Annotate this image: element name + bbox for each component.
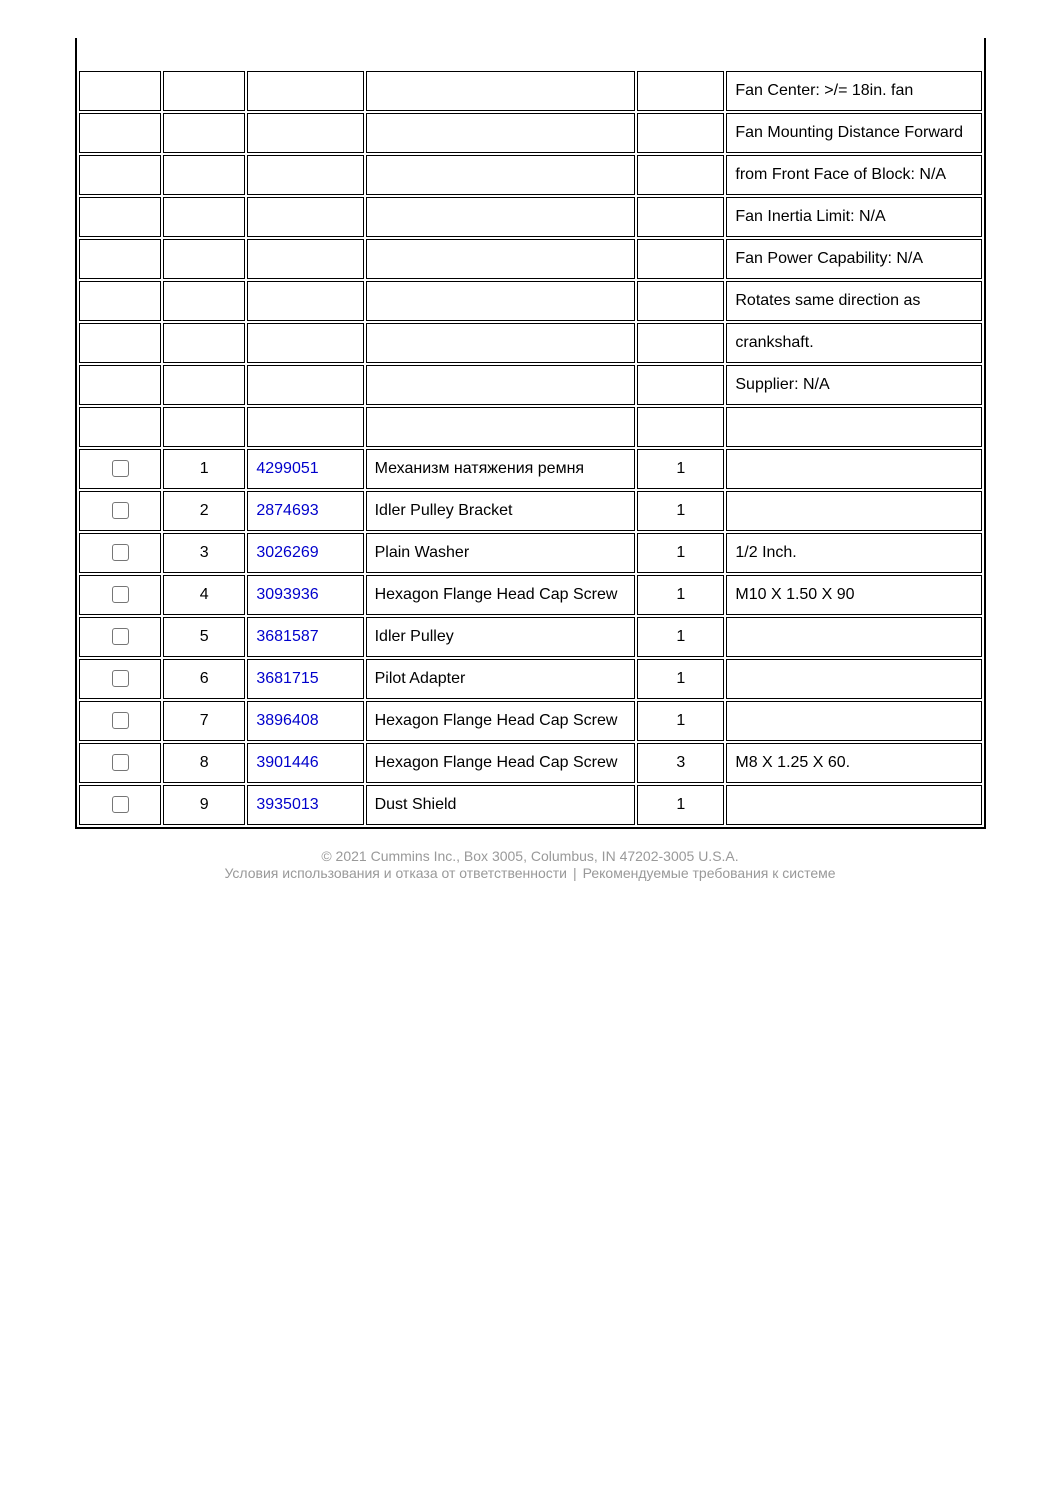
part-number-link[interactable]: 3093936 [256, 586, 319, 603]
note-continuation-row [79, 281, 982, 321]
description-cell [366, 155, 636, 195]
part-number-cell [247, 743, 363, 783]
part-number-link[interactable]: 3681587 [256, 628, 319, 645]
select-cell [79, 743, 161, 783]
quantity-cell: 1 [637, 617, 724, 657]
notes-cell [726, 449, 982, 489]
part-number-cell [247, 155, 363, 195]
table-row [79, 533, 982, 573]
description-cell: Dust Shield [366, 785, 636, 825]
description-cell [366, 407, 636, 447]
quantity-cell [637, 281, 724, 321]
description-cell: Hexagon Flange Head Cap Screw [366, 575, 636, 615]
quantity-cell [637, 407, 724, 447]
part-number-link[interactable]: 3681715 [256, 670, 319, 687]
part-number-cell [247, 659, 363, 699]
select-cell [79, 449, 161, 489]
select-cell [79, 533, 161, 573]
note-continuation-row [79, 197, 982, 237]
notes-cell [726, 659, 982, 699]
quantity-cell: 1 [637, 575, 724, 615]
quantity-cell: 1 [637, 533, 724, 573]
part-number-link[interactable]: 4299051 [256, 460, 319, 477]
description-cell: Plain Washer [366, 533, 636, 573]
notes-cell [726, 617, 982, 657]
footer-links [0, 865, 1060, 882]
notes-cell: 1/2 Inch. [726, 533, 982, 573]
part-number-link[interactable]: 3935013 [256, 796, 319, 813]
part-number-cell [247, 323, 363, 363]
row-select-checkbox[interactable] [112, 796, 129, 813]
item-cell [163, 113, 245, 153]
description-cell: Hexagon Flange Head Cap Screw [366, 743, 636, 783]
select-cell [79, 365, 161, 405]
quantity-cell [637, 71, 724, 111]
parts-table-body [79, 71, 982, 825]
item-number-cell: 8 [163, 743, 245, 783]
part-number-cell [247, 407, 363, 447]
quantity-cell [637, 197, 724, 237]
table-row [79, 449, 982, 489]
part-number-cell [247, 197, 363, 237]
page-footer [0, 848, 1060, 882]
quantity-cell: 1 [637, 701, 724, 741]
notes-cell: crankshaft. [726, 323, 982, 363]
quantity-cell [637, 113, 724, 153]
table-row [79, 659, 982, 699]
item-cell [163, 407, 245, 447]
item-number-cell: 4 [163, 575, 245, 615]
part-number-cell [247, 575, 363, 615]
description-cell [366, 281, 636, 321]
select-cell [79, 701, 161, 741]
table-row [79, 785, 982, 825]
part-number-cell [247, 365, 363, 405]
item-number-cell: 1 [163, 449, 245, 489]
description-cell [366, 71, 636, 111]
select-cell [79, 155, 161, 195]
description-cell: Idler Pulley Bracket [366, 491, 636, 531]
table-row [79, 575, 982, 615]
note-continuation-row [79, 71, 982, 111]
note-continuation-row [79, 155, 982, 195]
part-number-cell [247, 281, 363, 321]
quantity-cell: 1 [637, 449, 724, 489]
note-continuation-row [79, 113, 982, 153]
item-number-cell: 6 [163, 659, 245, 699]
description-cell: Механизм натяжения ремня [366, 449, 636, 489]
part-number-cell [247, 113, 363, 153]
select-cell [79, 407, 161, 447]
part-number-cell [247, 533, 363, 573]
select-cell [79, 197, 161, 237]
part-number-cell [247, 491, 363, 531]
item-cell [163, 155, 245, 195]
description-cell: Idler Pulley [366, 617, 636, 657]
item-cell [163, 71, 245, 111]
select-cell [79, 239, 161, 279]
item-cell [163, 323, 245, 363]
row-select-checkbox[interactable] [112, 544, 129, 561]
row-select-checkbox[interactable] [112, 754, 129, 771]
part-number-link[interactable]: 3901446 [256, 754, 319, 771]
note-continuation-row [79, 407, 982, 447]
description-cell [366, 365, 636, 405]
part-number-cell [247, 785, 363, 825]
description-cell [366, 113, 636, 153]
note-continuation-row [79, 239, 982, 279]
footer-copyright: © 2021 Cummins Inc., Box 3005, Columbus, IN 47202-3005 U.S.A. [321, 848, 739, 864]
select-cell [79, 659, 161, 699]
notes-cell: M8 X 1.25 X 60. [726, 743, 982, 783]
item-cell [163, 365, 245, 405]
table-row [79, 743, 982, 783]
row-select-checkbox[interactable] [112, 460, 129, 477]
select-cell [79, 617, 161, 657]
description-cell [366, 323, 636, 363]
select-cell [79, 785, 161, 825]
parts-table-container [75, 38, 986, 829]
part-number-link[interactable]: 3026269 [256, 544, 319, 561]
description-cell: Pilot Adapter [366, 659, 636, 699]
part-number-link[interactable]: 3896408 [256, 712, 319, 729]
parts-table [77, 69, 984, 827]
notes-cell [726, 491, 982, 531]
description-cell [366, 197, 636, 237]
notes-cell: Fan Power Capability: N/A [726, 239, 982, 279]
notes-cell: M10 X 1.50 X 90 [726, 575, 982, 615]
table-row [79, 701, 982, 741]
part-number-cell [247, 617, 363, 657]
quantity-cell: 1 [637, 491, 724, 531]
part-number-cell [247, 71, 363, 111]
notes-cell: Rotates same direction as [726, 281, 982, 321]
description-cell: Hexagon Flange Head Cap Screw [366, 701, 636, 741]
quantity-cell [637, 365, 724, 405]
select-cell [79, 575, 161, 615]
item-number-cell: 9 [163, 785, 245, 825]
item-number-cell: 2 [163, 491, 245, 531]
item-number-cell: 5 [163, 617, 245, 657]
note-continuation-row [79, 365, 982, 405]
notes-cell [726, 407, 982, 447]
select-cell [79, 113, 161, 153]
part-number-cell [247, 239, 363, 279]
notes-cell [726, 785, 982, 825]
item-cell [163, 281, 245, 321]
quantity-cell [637, 323, 724, 363]
row-select-checkbox[interactable] [112, 628, 129, 645]
terms-link[interactable]: Условия использования и отказа от ответственности [224, 865, 567, 881]
quantity-cell: 3 [637, 743, 724, 783]
quantity-cell: 1 [637, 785, 724, 825]
notes-cell: Supplier: N/A [726, 365, 982, 405]
table-row [79, 491, 982, 531]
notes-cell [726, 701, 982, 741]
quantity-cell: 1 [637, 659, 724, 699]
select-cell [79, 71, 161, 111]
system-requirements-link[interactable]: Рекомендуемые требования к системе [582, 865, 836, 881]
item-number-cell: 3 [163, 533, 245, 573]
part-number-cell [247, 701, 363, 741]
select-cell [79, 281, 161, 321]
select-cell [79, 491, 161, 531]
item-cell [163, 239, 245, 279]
part-number-cell [247, 449, 363, 489]
notes-cell: from Front Face of Block: N/A [726, 155, 982, 195]
row-select-checkbox[interactable] [112, 712, 129, 729]
footer-separator: | [573, 865, 577, 881]
quantity-cell [637, 239, 724, 279]
item-number-cell: 7 [163, 701, 245, 741]
row-select-checkbox[interactable] [112, 502, 129, 519]
item-cell [163, 197, 245, 237]
notes-cell: Fan Center: >/= 18in. fan [726, 71, 982, 111]
description-cell [366, 239, 636, 279]
notes-cell: Fan Mounting Distance Forward [726, 113, 982, 153]
select-cell [79, 323, 161, 363]
row-select-checkbox[interactable] [112, 586, 129, 603]
note-continuation-row [79, 323, 982, 363]
part-number-link[interactable]: 2874693 [256, 502, 319, 519]
table-row [79, 617, 982, 657]
quantity-cell [637, 155, 724, 195]
notes-cell: Fan Inertia Limit: N/A [726, 197, 982, 237]
row-select-checkbox[interactable] [112, 670, 129, 687]
